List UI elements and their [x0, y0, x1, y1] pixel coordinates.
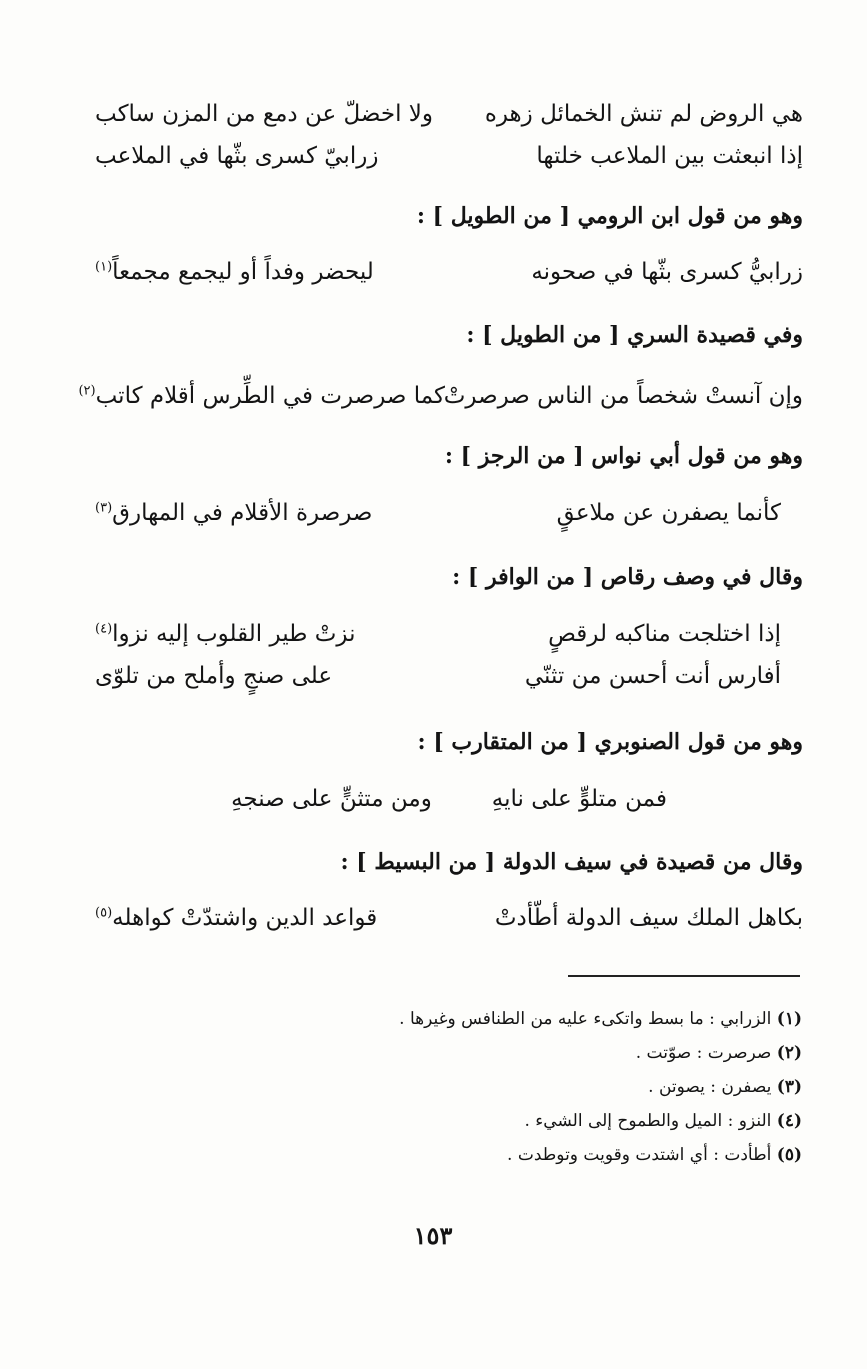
footnote — [200, 1106, 802, 1136]
verse-second-hemistich — [95, 491, 438, 535]
verse-first-hemistich: إذا اختلجت مناكبه لرقصٍ — [548, 621, 781, 647]
footnote-divider — [568, 975, 800, 977]
verse-first-hemistich: فمن متلوٍّ على نايهِ — [491, 786, 667, 812]
verse-line — [95, 654, 803, 698]
verse-second-text: ولا اخضلّ عن دمع من المزن ساكب — [95, 101, 434, 127]
verse-second-text: كما صرصرت في الطِّرس أقلام كاتب — [95, 383, 445, 409]
verse-line — [95, 250, 803, 294]
verse-line — [95, 134, 803, 178]
verse-line — [95, 92, 803, 136]
footnote-ref: (٤) — [95, 621, 113, 637]
footnote — [200, 1004, 802, 1034]
verse-line — [95, 491, 803, 535]
verse-second-hemistich — [95, 250, 445, 294]
verse-second-hemistich — [78, 374, 445, 418]
verse-second-hemistich — [95, 92, 445, 136]
footnote-number: (٣) — [776, 1077, 802, 1097]
section-intro: وهو من قول الصنوبري [ من المتقارب ] : — [417, 729, 803, 755]
footnote-number: (٤) — [776, 1111, 802, 1131]
footnote-number: (٥) — [776, 1145, 802, 1165]
verse-second-hemistich — [95, 654, 438, 698]
verse-first-hemistich: إذا انبعثت بين الملاعب خلتها — [536, 143, 803, 169]
footnote — [200, 1140, 802, 1170]
footnote-text: الزرابي : ما بسط واتكىء عليه من الطنافس وغيرها . — [399, 1009, 772, 1029]
verse-second-text: نزتْ طير القلوب إليه نزوا — [112, 621, 356, 647]
footnote-text: يصفرن : يصوتن . — [648, 1077, 772, 1097]
footnote-number: (١) — [776, 1009, 802, 1029]
verse-line — [78, 374, 803, 418]
verse-second-text: قواعد الدين واشتدّتْ كواهله — [112, 905, 378, 931]
verse-first-hemistich: كأنما يصفرن عن ملاعقٍ — [556, 500, 781, 526]
verse-second-text: ليحضر وفداً أو ليجمع مجمعاً — [112, 259, 374, 285]
verse-line — [95, 777, 803, 821]
footnote-text: صرصرت : صوّتت . — [635, 1043, 772, 1063]
verse-second-hemistich: ومن متثنٍّ على صنجهِ — [231, 786, 432, 812]
verse-line — [95, 896, 803, 940]
footnote-ref: (١) — [95, 259, 113, 275]
verse-first-hemistich: هي الروض لم تنش الخمائل زهره — [484, 101, 803, 127]
verse-first-hemistich: زرابيُّ كسرى بثّها في صحونه — [531, 259, 803, 285]
verse-second-text: صرصرة الأقلام في المهارق — [112, 500, 373, 526]
footnote — [200, 1072, 802, 1102]
verse-second-hemistich — [95, 134, 445, 178]
footnote-text: أطأدت : أي اشتدت وقويت وتوطدت . — [507, 1145, 772, 1165]
verse-first-hemistich: وإن آنستْ شخصاً من الناس صرصرتْ — [443, 383, 803, 409]
footnote-ref: (٢) — [78, 383, 96, 399]
section-intro: وفي قصيدة السري [ من الطويل ] : — [466, 322, 803, 348]
footnote-text: النزو : الميل والطموح إلى الشيء . — [524, 1111, 772, 1131]
verse-second-hemistich — [95, 896, 445, 940]
footnote-ref: (٥) — [95, 905, 113, 921]
section-intro: وهو من قول أبي نواس [ من الرجز ] : — [444, 443, 803, 469]
section-intro: وهو من قول ابن الرومي [ من الطويل ] : — [416, 203, 803, 229]
verse-first-hemistich: بكاهل الملك سيف الدولة أطّأدتْ — [494, 905, 803, 931]
verse-second-text: على صنجٍ وأملح من تلوّى — [95, 663, 333, 689]
verse-first-hemistich: أفارس أنت أحسن من تثنّي — [524, 663, 781, 689]
footnote-number: (٢) — [776, 1043, 802, 1063]
section-intro: وقال في وصف رقاص [ من الوافر ] : — [452, 564, 803, 590]
footnote — [200, 1038, 802, 1068]
section-intro: وقال من قصيدة في سيف الدولة [ من البسيط ] : — [340, 849, 803, 875]
verse-second-text: زرابيّ كسرى بثّها في الملاعب — [95, 143, 379, 169]
page-number: ١٥٣ — [413, 1221, 453, 1250]
verse-second-hemistich — [95, 612, 438, 656]
verse-line — [95, 612, 803, 656]
footnote-ref: (٣) — [95, 500, 113, 516]
